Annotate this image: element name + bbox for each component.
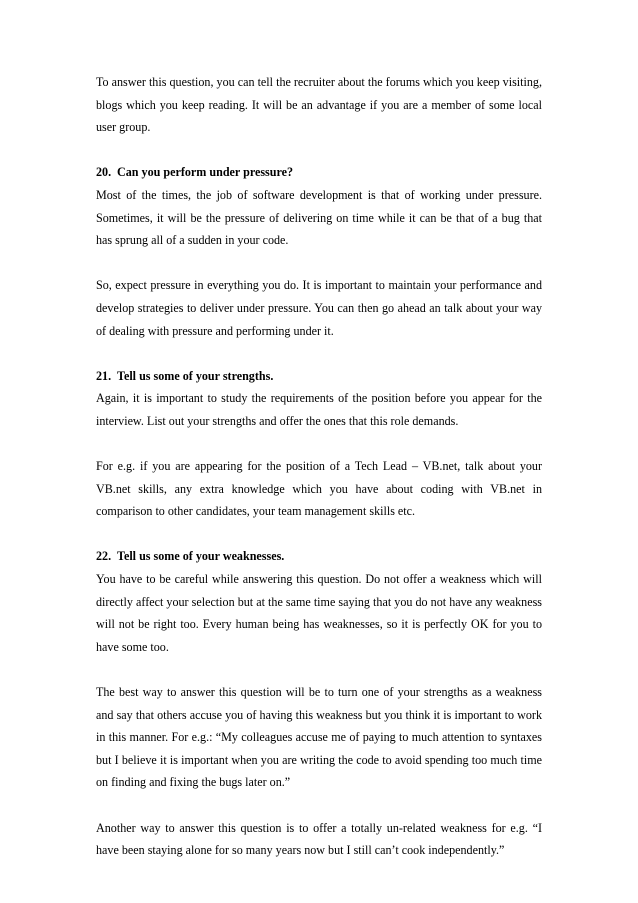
question-20-paragraph-1: Most of the times, the job of software development is that of working under pressure. Sometimes, it will be the pressure of delivering on time while it can be that of a bug that has sprung all of a sudden in your code. xyxy=(96,187,542,248)
question-20-number: 20. xyxy=(96,165,112,180)
paragraph-gap xyxy=(96,433,542,456)
paragraph-gap xyxy=(96,139,542,162)
question-22-paragraph-1: You have to be careful while answering this question. Do not offer a weakness which will directly affect your selection but at the same time saying that you do not have any weakness will not be right too. Every human being has weaknesses, so it is perfectly OK for you to have some too. xyxy=(96,572,542,654)
paragraph-gap xyxy=(96,794,542,817)
question-21-paragraph-1: Again, it is important to study the requirements of the position before you appear for the interview. List out your strengths and offer the ones that this role demands. xyxy=(96,391,542,428)
question-20-title: Can you perform under pressure? xyxy=(117,165,294,180)
paragraph-gap xyxy=(96,342,542,365)
question-20-paragraph-2: So, expect pressure in everything you do. It is important to maintain your performance and develop strategies to deliver under pressure. You can then go ahead an talk about your way of dealing with pressure and performing under it. xyxy=(96,278,542,338)
question-21-number: 21. xyxy=(96,368,112,383)
question-22-paragraph-3: Another way to answer this question is to offer a totally un-related weakness for e.g. “I have been staying alone for so many years now but I still can’t cook independently.” xyxy=(96,820,542,858)
question-22-heading xyxy=(96,545,542,568)
paragraph-gap xyxy=(96,523,542,546)
question-21-title: Tell us some of your strengths. xyxy=(117,368,274,383)
paragraph-gap xyxy=(96,658,542,681)
question-22-paragraph-2: The best way to answer this question will be to turn one of your strengths as a weakness and say that others accuse you of having this weakness but you think it is important to work in this manner. For e.g.: “My colleagues accuse me of paying to much attention to syntaxes but I believe it is important when you are writing the code to avoid spending too much time on finding and fixing the bugs later on.” xyxy=(96,685,542,790)
question-22-number: 22. xyxy=(96,549,112,564)
question-21-paragraph-2: For e.g. if you are appearing for the position of a Tech Lead – VB.net, talk about your VB.net skills, any extra knowledge which you have about coding with VB.net in comparison to other candidates, your team management skills etc. xyxy=(96,459,542,519)
question-22-title: Tell us some of your weaknesses. xyxy=(117,549,285,564)
intro-paragraph: To answer this question, you can tell the recruiter about the forums which you keep visiting, blogs which you keep reading. It will be an advantage if you are a member of some local user group. xyxy=(96,75,542,135)
paragraph-gap xyxy=(96,252,542,275)
document-body xyxy=(96,71,542,862)
question-21-heading xyxy=(96,365,542,388)
question-20-heading xyxy=(96,161,542,184)
